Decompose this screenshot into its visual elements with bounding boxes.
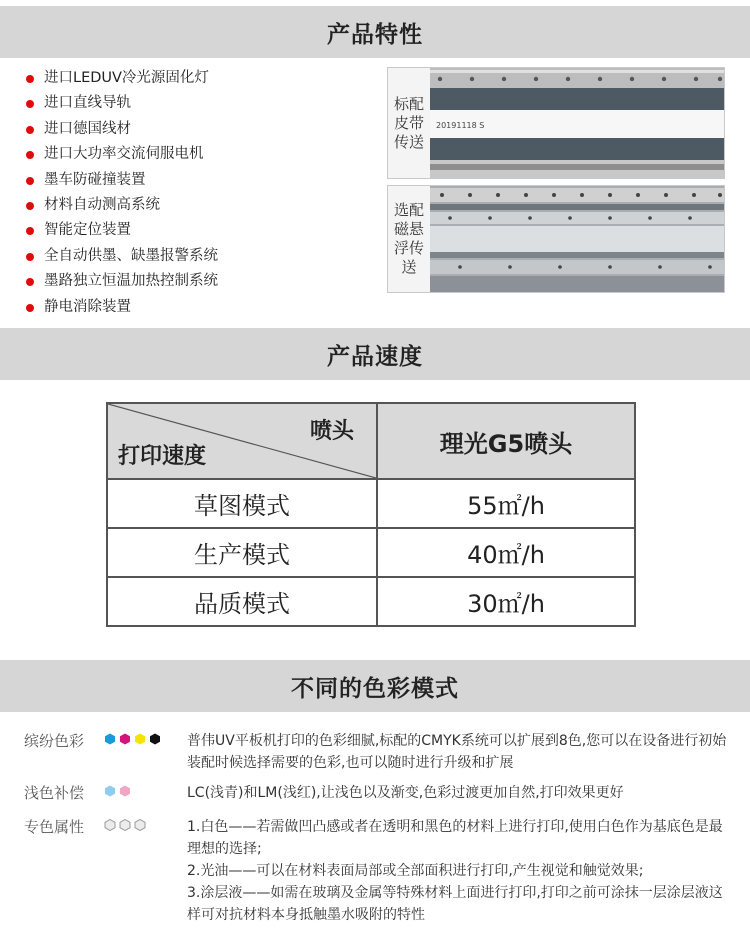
cyan-hexagon-icon (104, 733, 116, 745)
primer-hexagon-icon (134, 819, 146, 831)
feature-item: 智能定位装置 (22, 218, 362, 243)
color-mode-row (24, 782, 734, 806)
standard-belt-photo (387, 67, 725, 179)
spot-varnish-text: 2.光油——可以在材料表面局部或全部面积进行打印,产生视觉和触觉效果; (187, 863, 644, 879)
color-mode-row (24, 816, 734, 926)
mode-cell: 品质模式 (107, 577, 377, 626)
bullet-icon (26, 278, 34, 286)
light-cyan-hexagon-icon (104, 785, 116, 797)
bullet-icon (26, 253, 34, 261)
feature-item: 全自动供墨、缺墨报警系统 (22, 244, 362, 269)
nozzle-header-label: 喷头 (309, 419, 354, 444)
feature-item: 进口德国线材 (22, 117, 362, 142)
white-hexagon-icon (104, 819, 116, 831)
bullet-icon (26, 151, 34, 159)
yellow-hexagon-icon (134, 733, 146, 745)
feature-item: 静电消除装置 (22, 295, 362, 320)
speed-section-header (0, 328, 750, 380)
speed-table-header (107, 403, 635, 479)
features-section-header (0, 6, 750, 58)
color-section-header (0, 660, 750, 712)
table-row (107, 528, 635, 577)
speed-section-title: 产品速度 (327, 343, 423, 370)
bullet-icon (26, 304, 34, 312)
maglev-conveyor-label: 选配 磁悬 浮传 送 (388, 186, 430, 292)
feature-list (22, 66, 362, 320)
bullet-icon (26, 177, 34, 185)
color-mode-name: 浅色补偿 (24, 784, 85, 802)
feature-item: 进口LEDUV冷光源固化灯 (22, 66, 362, 91)
diagonal-header-cell (107, 403, 377, 479)
spot-primer-text: 3.涂层液——如需在玻璃及金属等特殊材料上面进行打印,打印之前可涂抹一层涂层液这样可对抗材料本身抵触墨水吸附的特性 (187, 885, 723, 923)
feature-item: 墨路独立恒温加热控制系统 (22, 269, 362, 294)
table-row (107, 479, 635, 528)
color-mode-name: 缤纷色彩 (24, 732, 85, 750)
magenta-hexagon-icon (119, 733, 131, 745)
bullet-icon (26, 202, 34, 210)
belt-print-text: 20191118 S (436, 121, 485, 130)
color-mode-description: 普伟UV平板机打印的色彩细腻,标配的CMYK系统可以扩展到8色,您可以在设备进行初始装配时候选择需要的色彩,也可以随时进行升级和扩展 (187, 733, 727, 771)
color-mode-row (24, 730, 734, 776)
mode-cell: 草图模式 (107, 479, 377, 528)
mode-cell: 生产模式 (107, 528, 377, 577)
color-mode-name: 专色属性 (24, 818, 85, 836)
feature-item: 进口直线导轨 (22, 91, 362, 116)
black-hexagon-icon (149, 733, 161, 745)
light-magenta-hexagon-icon (119, 785, 131, 797)
print-speed-header-label: 打印速度 (118, 444, 207, 469)
bullet-icon (26, 227, 34, 235)
speed-cell: 40㎡/h (377, 528, 635, 577)
ricoh-g5-header: 理光G5喷头 (377, 403, 635, 479)
feature-item: 墨车防碰撞装置 (22, 168, 362, 193)
bullet-icon (26, 75, 34, 83)
maglev-conveyor-image (430, 186, 724, 292)
color-swatches (104, 819, 146, 831)
bullet-icon (26, 126, 34, 134)
maglev-conveyor-photo (387, 185, 725, 293)
color-section-title: 不同的色彩模式 (291, 675, 459, 702)
speed-cell: 55㎡/h (377, 479, 635, 528)
standard-belt-label: 标配 皮带 传送 (388, 68, 430, 178)
color-mode-description: LC(浅青)和LM(浅红),让浅色以及渐变,色彩过渡更加自然,打印效果更好 (187, 785, 624, 801)
features-section-title: 产品特性 (327, 21, 423, 48)
color-mode-description (187, 816, 732, 926)
feature-item: 材料自动测高系统 (22, 193, 362, 218)
color-swatches (104, 733, 161, 745)
color-swatches (104, 785, 131, 797)
table-row (107, 577, 635, 626)
varnish-hexagon-icon (119, 819, 131, 831)
belt-conveyor-image (430, 68, 724, 178)
speed-cell: 30㎡/h (377, 577, 635, 626)
bullet-icon (26, 100, 34, 108)
feature-item: 进口大功率交流伺服电机 (22, 142, 362, 167)
speed-table (106, 402, 636, 627)
spot-white-text: 1.白色——若需做凹凸感或者在透明和黑色的材料上进行打印,使用白色作为基底色是最理想的选择; (187, 819, 723, 857)
